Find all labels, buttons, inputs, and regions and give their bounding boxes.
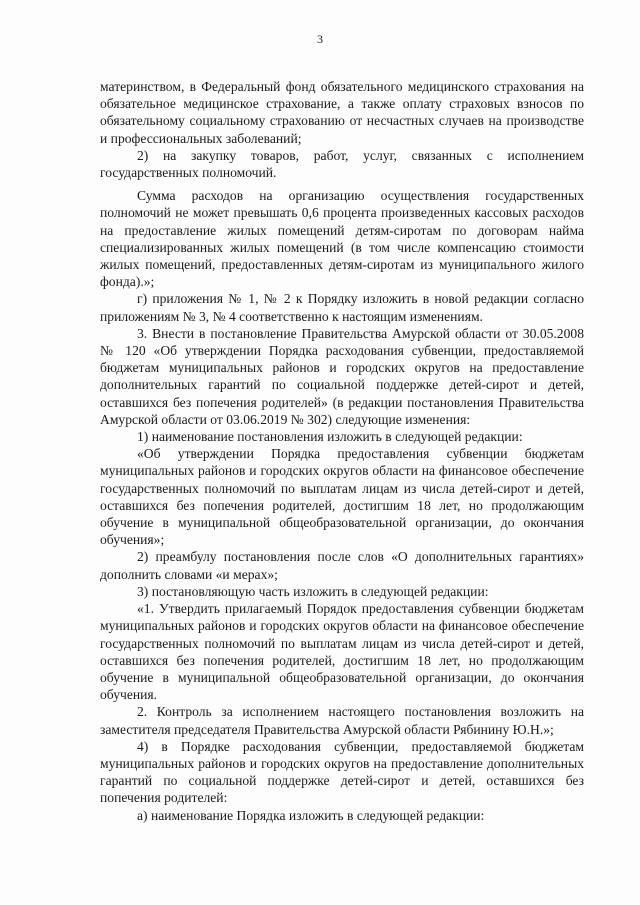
paragraph: 3) постановляющую часть изложить в следующей редакции: — [137, 583, 489, 599]
page-number: 3 — [317, 32, 323, 46]
paragraph: Сумма расходов на организацию осуществления государственных полномочий не может превышать 0,6 процента произведенных кассовых расходов на предоставление жилых помещений детям-сиротам по договорам найма специализированных жилых помещений (в том числе компенсацию стоимости жилых помещений, предоставленных детям-сиротам из муниципального жилого фонда).»; — [100, 188, 584, 290]
paragraph: 2) преамбулу постановления после слов «О дополнительных гарантиях» дополнить словами «и мерах»; — [100, 549, 584, 582]
paragraph: 3. Внести в постановление Правительства Амурской области от 30.05.2008 № 120 «Об утверждении Порядка расходования субвенции, предоставляемой бюджетам муниципальных районов и городских округов на предоставление дополнительных гарантий по социальной поддержке детей-сирот и детей, оставшихся без попечения родителей» (в редакции постановления Правительства Амурской области от 03.06.2019 № 302) следующие изменения: — [100, 325, 584, 427]
paragraph: 4) в Порядке расходования субвенции, предоставляемой бюджетам муниципальных районов и городских округов на предоставление дополнительных гарантий по социальной поддержке детей-сирот и детей, оставшихся без попечения родителей: — [100, 738, 584, 806]
paragraph: 2. Контроль за исполнением настоящего постановления возложить на заместителя председателя Правительства Амурской области Рябинину Ю.Н.»; — [100, 704, 584, 737]
paragraph: а) наименование Порядка изложить в следующей редакции: — [137, 807, 485, 823]
paragraph: материнством, в Федеральный фонд обязательного медицинского страхования на обязательное медицинское страхование, а также оплату страховых взносов по обязательному социальному страхованию от несчастных случаев на производстве и профессиональных заболеваний; — [100, 79, 584, 146]
document-body — [100, 78, 584, 824]
paragraph: 2) на закупку товаров, работ, услуг, связанных с исполнением государственных полномочий. — [100, 147, 584, 181]
paragraph: «1. Утвердить прилагаемый Порядок предоставления субвенции бюджетам муниципальных районов и городских округов области на финансовое обеспечение государственных полномочий по выплатам лицам из числа детей-сирот и детей, оставшихся без попечения родителей, достигшим 18 лет, но продолжающим обучение в муниципальной общеобразовательной организации, до окончания обучения. — [100, 601, 584, 703]
paragraph: «Об утверждении Порядка предоставления субвенции бюджетам муниципальных районов и городских округов области на финансовое обеспечение государственных полномочий по выплатам лицам из числа детей-сирот и детей, оставшихся без попечения родителей, достигшим 18 лет, но продолжающим обучение в муниципальной общеобразовательной организации, до окончания обучения»; — [100, 446, 584, 548]
paragraph: г) приложения № 1, № 2 к Порядку изложить в новой редакции согласно приложениям № 3, № 4 соответственно к настоящим изменениям. — [100, 291, 584, 324]
paragraph: 1) наименование постановления изложить в следующей редакции: — [137, 429, 523, 445]
